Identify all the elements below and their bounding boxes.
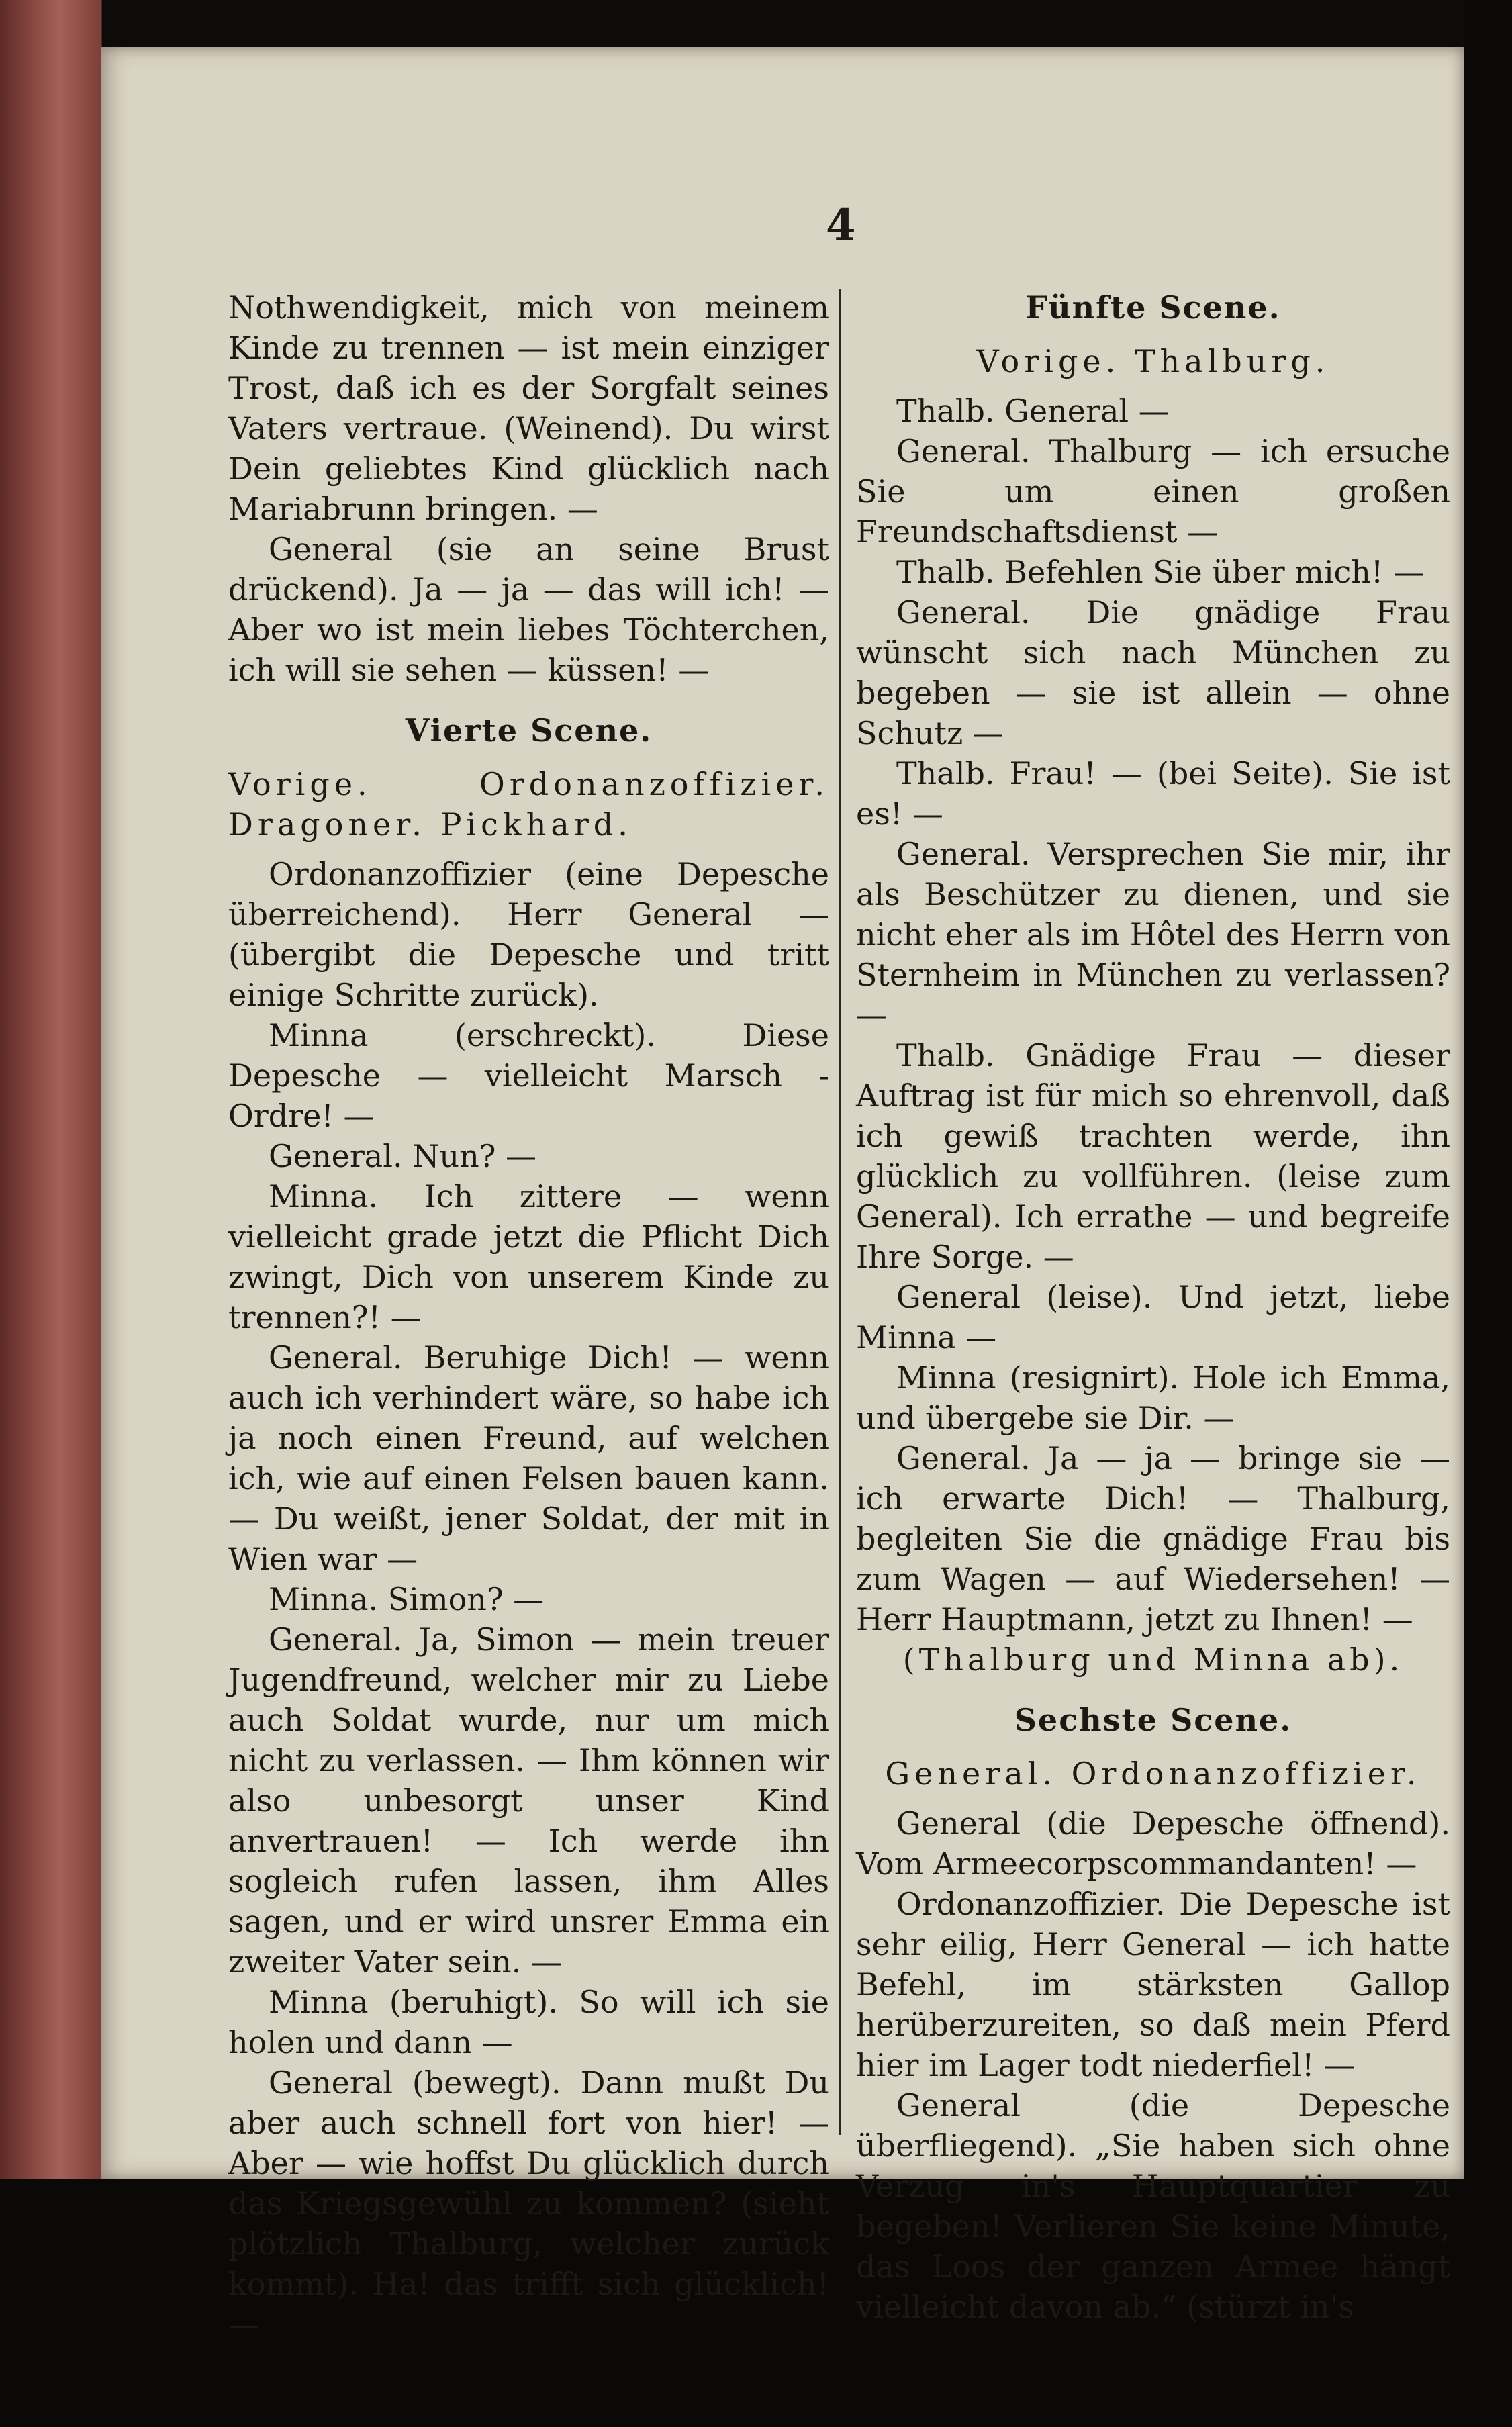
paragraph: General (die Depesche überfliegend). „Sie haben sich ohne Verzug in's Hauptquartier zu begeben! Verlieren Sie keine Minute, das Loos der ganzen Armee hängt vielleicht davon ab.“ (stürzt in's <box>856 2087 1450 2325</box>
book-spine <box>0 0 101 2427</box>
paragraph: Thalb. Frau! — (bei Seite). Sie ist es! — <box>856 755 1450 832</box>
scene-heading: Vierte Scene. <box>405 712 653 749</box>
paragraph: Minna (resignirt). Hole ich Emma, und übergebe sie Dir. — <box>856 1360 1450 1436</box>
paragraph: General. Ja, Simon — mein treuer Jugendfreund, welcher mir zu Liebe auch Soldat wurde, nur um mich nicht zu verlassen. — Ihm können wir also unbesorgt unser Kind anvertrauen! — Ich werde ihn sogleich rufen lassen, ihm Alles sagen, und er wird unsrer Emma ein zweiter Vater sein. — <box>228 1621 829 1980</box>
scene-heading: Sechste Scene. <box>1014 1702 1292 1738</box>
paragraph: Minna (beruhigt). So will ich sie holen und dann — <box>228 1984 829 2060</box>
paragraph: Thalb. General — <box>896 393 1170 429</box>
paragraph: General (sie an seine Brust drückend). Ja — ja — das will ich! — Aber wo ist mein liebes Töchterchen, ich will sie sehen — küssen! — <box>228 531 829 688</box>
paragraph: Minna (erschreckt). Diese Depesche — vielleicht Marsch - Ordre! — <box>228 1017 829 1134</box>
scene-heading: Fünfte Scene. <box>1025 289 1281 326</box>
right-column <box>856 287 1450 2327</box>
paragraph: General. Ja — ja — bringe sie — ich erwarte Dich! — Thalburg, begleiten Sie die gnädige Frau bis zum Wagen — auf Wiedersehen! — Herr Hauptmann, jetzt zu Ihnen! — <box>856 1440 1450 1637</box>
page-number: 4 <box>826 200 856 250</box>
paragraph: General. Die gnädige Frau wünscht sich nach München zu begeben — sie ist allein — ohne Schutz — <box>856 594 1450 751</box>
paragraph: General. Beruhige Dich! — wenn auch ich verhindert wäre, so habe ich ja noch einen Freund, auf welchen ich, wie auf einen Felsen bauen kann. — Du weißt, jener Soldat, der mit in Wien war — <box>228 1339 829 1577</box>
column-divider <box>839 289 841 2135</box>
paragraph: Thalb. Gnädige Frau — dieser Auftrag ist für mich so ehrenvoll, daß ich gewiß trachten werde, ihn glücklich zu vollführen. (leise zum General). Ich errathe — und begreife Ihre Sorge. — <box>856 1037 1450 1275</box>
left-column <box>228 287 829 2344</box>
scan-background-right <box>1464 0 1512 2427</box>
paragraph: General. Thalburg — ich ersuche Sie um einen großen Freundschaftsdienst — <box>856 433 1450 550</box>
scene-persons: Vorige. Ordonanzoffizier. Dragoner. Pickhard. <box>228 766 829 843</box>
paragraph: Nothwendigkeit, mich von meinem Kinde zu trennen — ist mein einziger Trost, daß ich es der Sorgfalt seines Vaters vertraue. (Weinend). Du wirst Dein geliebtes Kind glücklich nach Mariabrunn bringen. — <box>228 289 829 527</box>
paragraph: General. Versprechen Sie mir, ihr als Beschützer zu dienen, und sie nicht eher als im Hôtel des Herrn von Sternheim in München zu verlassen? — <box>856 836 1450 1033</box>
paragraph: General (die Depesche öffnend). Vom Armeecorpscommandanten! — <box>856 1805 1450 1882</box>
paragraph: Minna. Simon? — <box>269 1581 545 1617</box>
paragraph: General. Nun? — <box>269 1138 536 1174</box>
scene-persons: Vorige. Thalburg. <box>976 343 1330 379</box>
paragraph: Ordonanzoffizier (eine Depesche überreichend). Herr General — (übergibt die Depesche und tritt einige Schritte zurück). <box>228 856 829 1013</box>
paragraph: Thalb. Befehlen Sie über mich! — <box>896 554 1425 590</box>
paragraph: General (bewegt). Dann mußt Du aber auch schnell fort von hier! — Aber — wie hoffst Du glücklich durch das Kriegsgewühl zu kommen? (sieht plötzlich Thalburg, welcher zurück kommt). Ha! das trifft sich glücklich! — <box>228 2064 829 2342</box>
stage-direction: (Thalburg und Minna ab). <box>902 1641 1404 1678</box>
paragraph: Ordonanzoffizier. Die Depesche ist sehr eilig, Herr General — ich hatte Befehl, im stärksten Gallop herüberzureiten, so daß mein Pferd hier im Lager todt niederfiel! — <box>856 1886 1450 2083</box>
scene-persons: General. Ordonanzoffizier. <box>885 1756 1421 1792</box>
paragraph: Minna. Ich zittere — wenn vielleicht grade jetzt die Pflicht Dich zwingt, Dich von unserem Kinde zu trennen?! — <box>228 1178 829 1335</box>
paragraph: General (leise). Und jetzt, liebe Minna — <box>856 1279 1450 1355</box>
